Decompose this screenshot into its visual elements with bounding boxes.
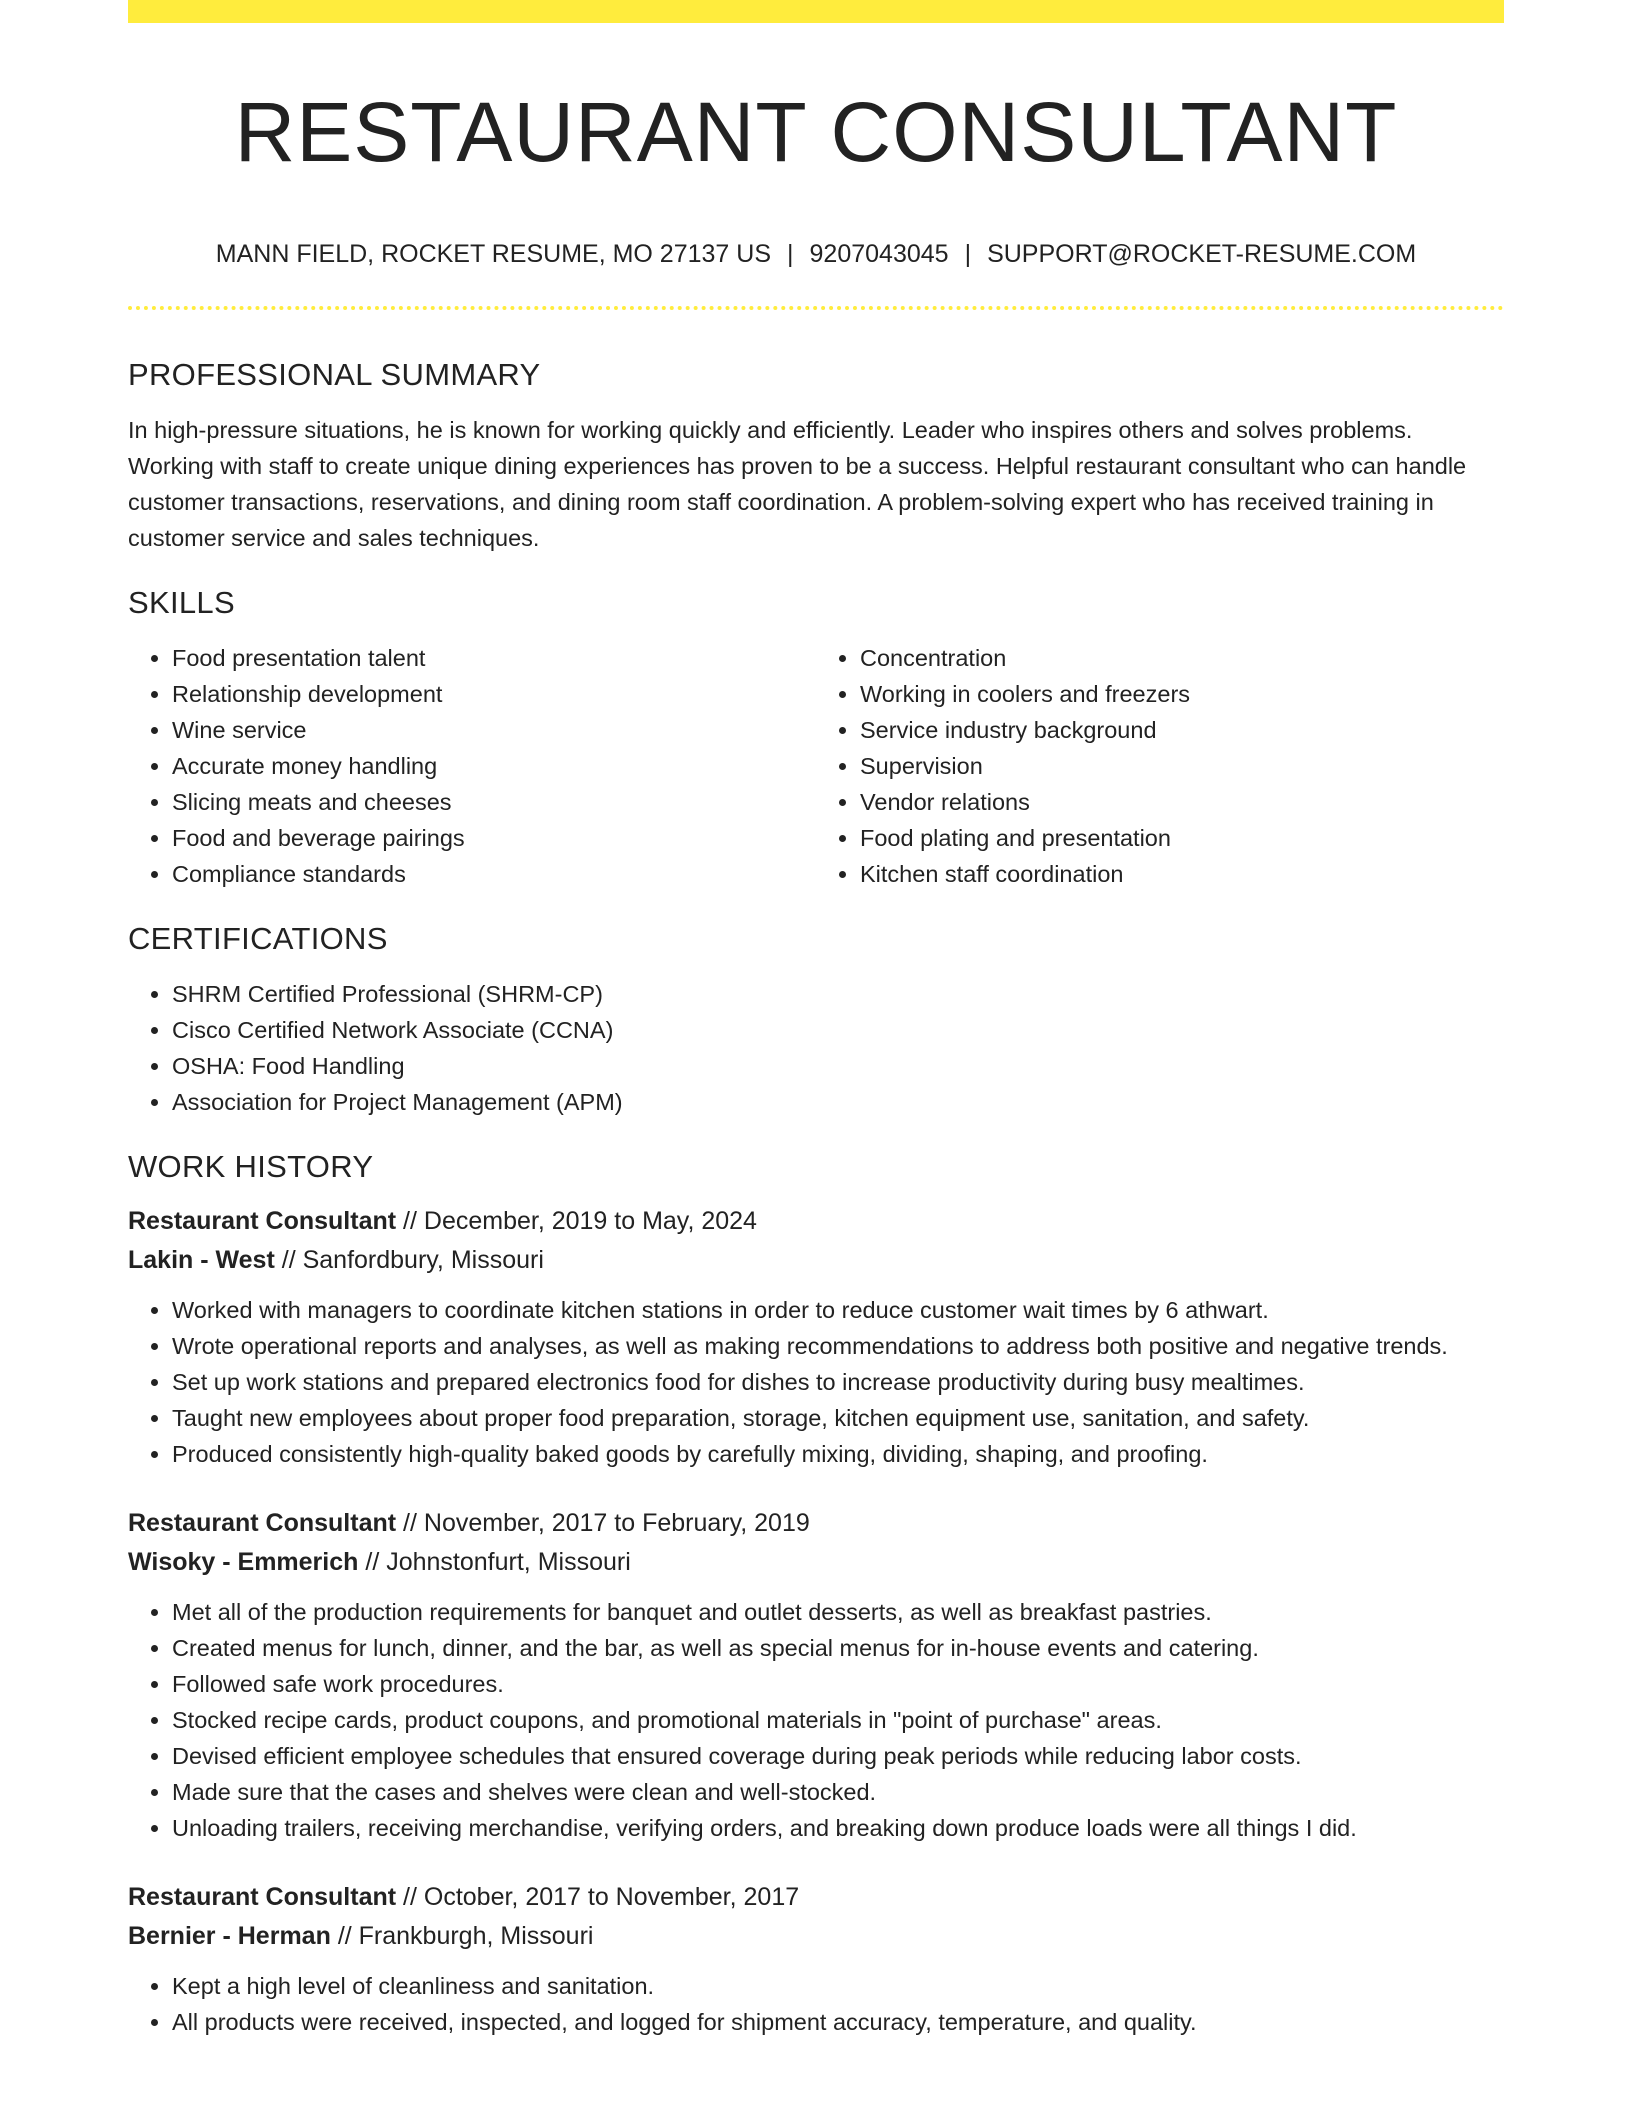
skills-list-right [816, 640, 1504, 892]
summary-section [128, 350, 1504, 556]
job-entry [128, 1202, 1504, 1472]
certifications-section [128, 914, 1504, 1120]
skills-list-left [128, 640, 816, 892]
job-bullet: • Created menus for lunch, dinner, and the bar, as well as special menus for in-house events and catering. [172, 1630, 1504, 1666]
job-bullets [128, 1292, 1504, 1472]
job-bullets [128, 1594, 1504, 1846]
job-entry [128, 1878, 1504, 2040]
top-accent-bar [128, 0, 1504, 23]
job-bullet: • Devised efficient employee schedules that ensured coverage during peak periods while reducing labor costs. [172, 1738, 1504, 1774]
job-bullet: • Kept a high level of cleanliness and sanitation. [172, 1968, 1504, 2004]
certification-item: • SHRM Certified Professional (SHRM-CP) [172, 976, 1504, 1012]
job-bullet: • Followed safe work procedures. [172, 1666, 1504, 1702]
job-title-line [128, 1504, 1504, 1543]
skill-item: • Compliance standards [172, 856, 816, 892]
summary-text: In high-pressure situations, he is known for working quickly and efficiently. Leader who inspires others and solves problems. Working with staff to create unique dining experiences has proven to be a success. Helpful restaurant consultant who can handle customer transactions, reservations, and dining room staff coordination. A problem-solving expert who has received training in customer service and sales techniques. [128, 417, 1467, 551]
job-location: // Frankburgh, Missouri [337, 1922, 594, 1950]
job-entry [128, 1504, 1504, 1846]
skills-heading: SKILLS [128, 585, 235, 620]
certification-item: • Cisco Certified Network Associate (CCNA) [172, 1012, 1504, 1048]
job-bullet: • Set up work stations and prepared electronics food for dishes to increase productivity during busy mealtimes. [172, 1364, 1504, 1400]
job-company-line [128, 1241, 1504, 1280]
skills-columns [128, 640, 1504, 892]
contact-email: SUPPORT@ROCKET-RESUME.COM [987, 240, 1417, 268]
resume-content [128, 350, 1504, 2040]
contact-phone: 9207043045 [809, 240, 949, 268]
skill-item: • Service industry background [860, 712, 1504, 748]
skill-item: • Relationship development [172, 676, 816, 712]
job-bullet: • Made sure that the cases and shelves were clean and well-stocked. [172, 1774, 1504, 1810]
job-company-line [128, 1543, 1504, 1582]
resume-title: RESTAURANT CONSULTANT [234, 85, 1398, 179]
skill-item: • Slicing meats and cheeses [172, 784, 816, 820]
skill-item: • Accurate money handling [172, 748, 816, 784]
job-dates: // December, 2019 to May, 2024 [403, 1207, 757, 1235]
job-location: // Johnstonfurt, Missouri [365, 1548, 631, 1576]
skill-item: • Working in coolers and freezers [860, 676, 1504, 712]
certifications-list [128, 976, 1504, 1120]
job-location: // Sanfordbury, Missouri [281, 1246, 544, 1274]
work-history-heading: WORK HISTORY [128, 1149, 374, 1184]
certification-item: • OSHA: Food Handling [172, 1048, 1504, 1084]
skill-item: • Food and beverage pairings [172, 820, 816, 856]
skill-item: • Food presentation talent [172, 640, 816, 676]
job-company: Lakin - West [128, 1246, 275, 1274]
job-bullet: • Unloading trailers, receiving merchandise, verifying orders, and breaking down produce loads were all things I did. [172, 1810, 1504, 1846]
job-title-line [128, 1202, 1504, 1241]
job-bullet: • Wrote operational reports and analyses, as well as making recommendations to address both positive and negative trends. [172, 1328, 1504, 1364]
skill-item: • Supervision [860, 748, 1504, 784]
job-bullet: • Met all of the production requirements for banquet and outlet desserts, as well as breakfast pastries. [172, 1594, 1504, 1630]
job-title: Restaurant Consultant [128, 1509, 397, 1537]
header-divider [128, 306, 1504, 310]
skills-section [128, 578, 1504, 892]
skill-item: • Vendor relations [860, 784, 1504, 820]
job-dates: // November, 2017 to February, 2019 [403, 1509, 810, 1537]
job-bullet: • Taught new employees about proper food preparation, storage, kitchen equipment use, sanitation, and safety. [172, 1400, 1504, 1436]
contact-address: MANN FIELD, ROCKET RESUME, MO 27137 US [215, 240, 772, 268]
job-dates: // October, 2017 to November, 2017 [403, 1883, 800, 1911]
skill-item: • Kitchen staff coordination [860, 856, 1504, 892]
summary-heading: PROFESSIONAL SUMMARY [128, 357, 541, 392]
skill-item: • Wine service [172, 712, 816, 748]
contact-separator: | [787, 240, 794, 268]
job-bullet: • All products were received, inspected, and logged for shipment accuracy, temperature, and quality. [172, 2004, 1504, 2040]
job-bullets [128, 1968, 1504, 2040]
job-bullet: • Worked with managers to coordinate kitchen stations in order to reduce customer wait times by 6 athwart. [172, 1292, 1504, 1328]
job-title-line [128, 1878, 1504, 1917]
job-bullet: • Produced consistently high-quality baked goods by carefully mixing, dividing, shaping, and proofing. [172, 1436, 1504, 1472]
contact-line [128, 234, 1504, 274]
job-company: Bernier - Herman [128, 1922, 331, 1950]
job-company-line [128, 1917, 1504, 1956]
job-bullet: • Stocked recipe cards, product coupons, and promotional materials in "point of purchase" areas. [172, 1702, 1504, 1738]
skill-item: • Concentration [860, 640, 1504, 676]
work-history-section [128, 1142, 1504, 2040]
job-title: Restaurant Consultant [128, 1883, 397, 1911]
certification-item: • Association for Project Management (APM) [172, 1084, 1504, 1120]
job-title: Restaurant Consultant [128, 1207, 397, 1235]
job-company: Wisoky - Emmerich [128, 1548, 359, 1576]
contact-separator: | [964, 240, 972, 268]
certifications-heading: CERTIFICATIONS [128, 921, 388, 956]
skill-item: • Food plating and presentation [860, 820, 1504, 856]
